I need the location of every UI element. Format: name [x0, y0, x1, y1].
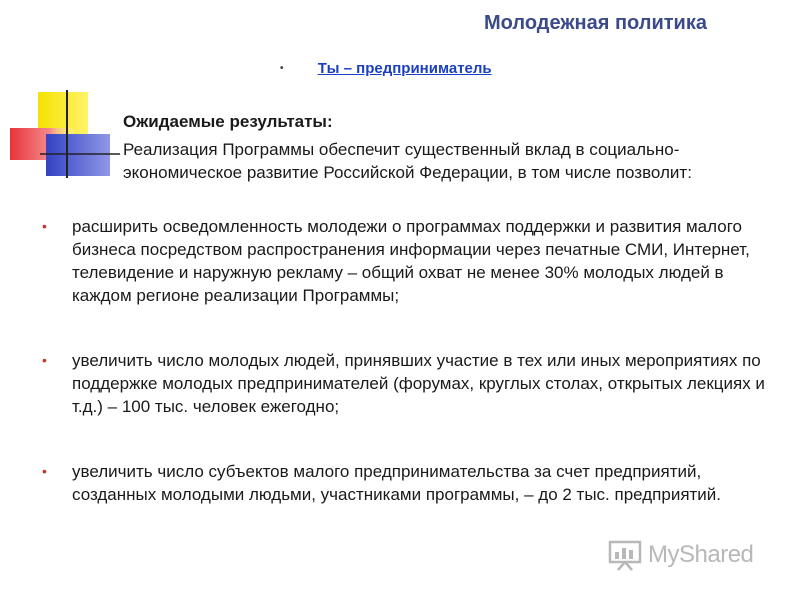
list-item: [40, 349, 780, 418]
decorative-squares-graphic: [0, 0, 120, 190]
watermark-logo: [608, 539, 753, 571]
slide-title: Молодежная политика: [484, 12, 707, 34]
list-item: [40, 215, 780, 307]
list-item: [40, 460, 780, 506]
list-item-text: расширить осведомленность молодежи о программах поддержки и развития малого бизнеса посредством распространения информации через печатные СМИ, Интернет, телевидение и наружную рекламу – общий охват не менее 30% молодых людей в каждом регионе реализации Программы;: [72, 217, 750, 305]
projector-screen-icon: [608, 539, 642, 571]
results-heading: Ожидаемые результаты:: [123, 112, 333, 131]
subtitle-link[interactable]: Ты – предприниматель: [317, 60, 492, 77]
results-list: [40, 215, 780, 506]
watermark-text: MyShared: [648, 541, 754, 568]
blue-square: [46, 134, 110, 176]
intro-paragraph: Реализация Программы обеспечит существенный вклад в социально-экономическое развитие Российской Федерации, в том числе позволит:: [123, 140, 692, 182]
subtitle-row: [280, 60, 492, 77]
list-item-text: увеличить число молодых людей, принявших участие в тех или иных мероприятиях по поддержке молодых предпринимателей (форумах, круглых столах, открытых лекциях и т.д.) – 100 тыс. человек ежегодно;: [72, 351, 765, 416]
bullet-marker: •: [42, 218, 47, 234]
bullet-marker: •: [42, 463, 47, 479]
subtitle-bullet: •: [280, 63, 284, 74]
bullet-marker: •: [42, 352, 47, 368]
list-item-text: увеличить число субъектов малого предпринимательства за счет предприятий, созданных молодыми людьми, участниками программы, – до 2 тыс. предприятий.: [72, 462, 722, 504]
